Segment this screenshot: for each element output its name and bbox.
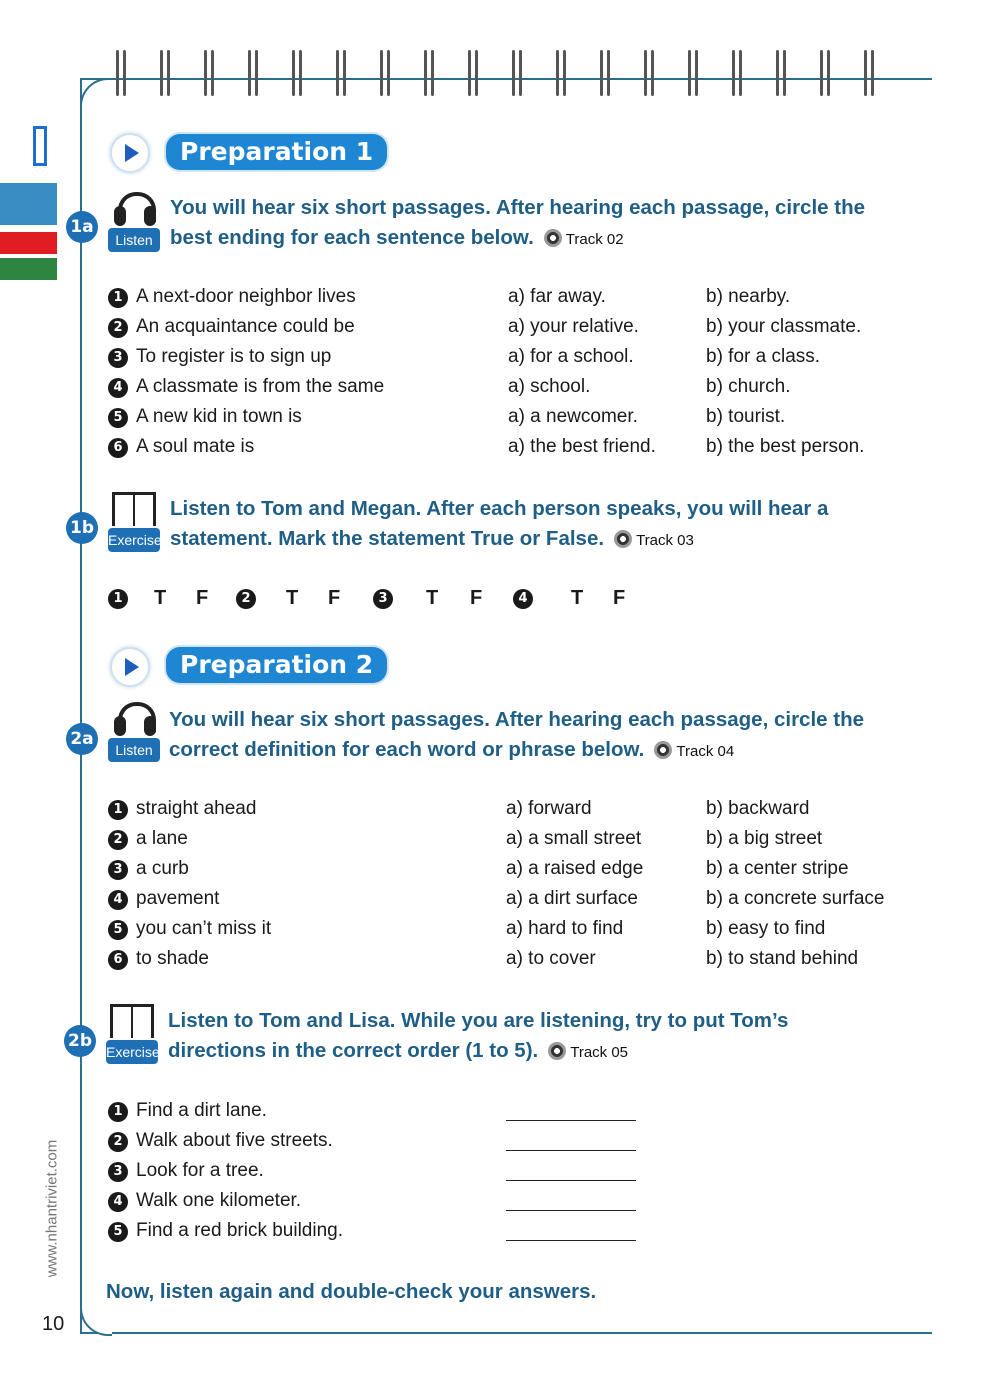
list-item bbox=[108, 1096, 267, 1126]
option-b[interactable]: b) the best person. bbox=[706, 436, 865, 457]
item-number: 6 bbox=[108, 438, 128, 458]
option-b[interactable]: b) a center stripe bbox=[706, 858, 849, 879]
spiral-binding bbox=[110, 50, 900, 96]
item-number: 4 bbox=[108, 1192, 128, 1212]
instruction-line: You will hear six short passages. After hearing each passage, circle the bbox=[170, 196, 865, 219]
track-text: Track 04 bbox=[676, 743, 735, 760]
instruction-line bbox=[170, 524, 930, 556]
option-b[interactable]: b) for a class. bbox=[706, 346, 821, 367]
exercise-badge-2a: 2a bbox=[66, 723, 98, 755]
instruction-text: best ending for each sentence below. bbox=[170, 226, 534, 249]
list-item bbox=[108, 402, 302, 432]
spiral-ring bbox=[116, 50, 128, 96]
page-number: 10 bbox=[42, 1313, 65, 1335]
list-item bbox=[108, 1156, 264, 1186]
list-item bbox=[108, 1216, 343, 1246]
item-number: 5 bbox=[108, 920, 128, 940]
answer-blank[interactable] bbox=[506, 1240, 636, 1241]
listen-icon bbox=[108, 700, 160, 762]
headphones-icon bbox=[112, 700, 156, 738]
exercise-icon bbox=[106, 1002, 158, 1064]
item-text: To register is to sign up bbox=[136, 346, 332, 367]
item-text: pavement bbox=[136, 888, 220, 909]
spiral-ring bbox=[512, 50, 524, 96]
track-label bbox=[544, 225, 624, 255]
book-icon bbox=[112, 492, 156, 526]
notebook-frame-corner bbox=[80, 78, 112, 110]
list-item bbox=[108, 794, 256, 824]
listen-icon bbox=[108, 190, 160, 252]
item-number: 1 bbox=[108, 288, 128, 308]
spiral-ring bbox=[468, 50, 480, 96]
item-text: Walk about five streets. bbox=[136, 1130, 333, 1151]
list-item bbox=[108, 372, 384, 402]
track-text: Track 03 bbox=[636, 532, 694, 549]
option-a[interactable]: a) your relative. bbox=[508, 316, 639, 337]
false-option[interactable]: F bbox=[196, 587, 209, 609]
track-text: Track 02 bbox=[565, 231, 624, 248]
item-number: 1 bbox=[108, 800, 128, 820]
instruction-1b bbox=[170, 494, 930, 556]
item-text: straight ahead bbox=[136, 798, 257, 819]
cd-icon bbox=[654, 741, 672, 759]
cd-icon bbox=[614, 530, 632, 548]
section-title-prep1: Preparation 1 bbox=[166, 134, 387, 170]
track-text: Track 05 bbox=[570, 1044, 629, 1061]
spiral-ring bbox=[556, 50, 568, 96]
list-item bbox=[108, 884, 219, 914]
option-b[interactable]: b) a concrete surface bbox=[706, 888, 885, 909]
item-number: 3 bbox=[108, 860, 128, 880]
cd-icon bbox=[548, 1042, 566, 1060]
option-a[interactable]: a) the best friend. bbox=[508, 436, 656, 457]
option-b[interactable]: b) church. bbox=[706, 376, 791, 397]
item-text: Find a red brick building. bbox=[136, 1220, 343, 1241]
spiral-ring bbox=[644, 50, 656, 96]
instruction-text: directions in the correct order (1 to 5). bbox=[168, 1039, 539, 1062]
item-text: Find a dirt lane. bbox=[136, 1100, 267, 1121]
option-a[interactable]: a) a dirt surface bbox=[506, 888, 638, 909]
item-text: A next-door neighbor lives bbox=[136, 286, 356, 307]
spiral-ring bbox=[380, 50, 392, 96]
list-item bbox=[108, 824, 188, 854]
option-a[interactable]: a) a raised edge bbox=[506, 858, 644, 879]
item-text: a lane bbox=[136, 828, 188, 849]
cd-icon bbox=[544, 229, 562, 247]
list-item bbox=[108, 312, 355, 342]
true-false-row bbox=[108, 587, 668, 613]
list-item bbox=[108, 342, 331, 372]
side-tab-blue bbox=[0, 183, 57, 225]
true-option[interactable]: T bbox=[154, 587, 167, 609]
option-a[interactable]: a) far away. bbox=[508, 286, 606, 307]
item-text: a curb bbox=[136, 858, 189, 879]
item-text: to shade bbox=[136, 948, 209, 969]
item-text: A soul mate is bbox=[136, 436, 255, 457]
instruction-line bbox=[170, 223, 930, 255]
option-b[interactable]: b) nearby. bbox=[706, 286, 791, 307]
play-icon bbox=[110, 647, 150, 687]
item-number: 5 bbox=[108, 408, 128, 428]
instruction-line bbox=[169, 735, 929, 767]
spiral-ring bbox=[688, 50, 700, 96]
icon-label: Exercise bbox=[108, 528, 160, 552]
book-icon bbox=[110, 1004, 154, 1038]
instruction-line: You will hear six short passages. After hearing each passage, circle the bbox=[169, 708, 864, 731]
item-text: Walk one kilometer. bbox=[136, 1190, 302, 1211]
track-label bbox=[614, 526, 694, 556]
option-b[interactable]: b) easy to find bbox=[706, 918, 826, 939]
item-number: 3 bbox=[108, 1162, 128, 1182]
item-number: 2 bbox=[108, 830, 128, 850]
spiral-ring bbox=[600, 50, 612, 96]
spiral-ring bbox=[248, 50, 260, 96]
item-text: Look for a tree. bbox=[136, 1160, 264, 1181]
false-option[interactable]: F bbox=[328, 587, 341, 609]
instruction-line: Listen to Tom and Megan. After each person speaks, you will hear a bbox=[170, 497, 829, 520]
item-text: A classmate is from the same bbox=[136, 376, 385, 397]
track-label bbox=[654, 737, 734, 767]
list-item bbox=[108, 944, 209, 974]
side-tab-red bbox=[0, 232, 57, 254]
option-a[interactable]: a) for a school. bbox=[508, 346, 634, 367]
false-option[interactable]: F bbox=[470, 587, 483, 609]
section-title-prep2: Preparation 2 bbox=[166, 647, 387, 683]
list-item bbox=[108, 854, 189, 884]
item-number: 2 bbox=[108, 318, 128, 338]
exercise-badge-1a: 1a bbox=[66, 211, 98, 243]
option-b[interactable]: b) a big street bbox=[706, 828, 823, 849]
answer-blank[interactable] bbox=[506, 1150, 636, 1151]
item-number: 5 bbox=[108, 1222, 128, 1242]
list-item bbox=[108, 1186, 301, 1216]
item-text: you can’t miss it bbox=[136, 918, 272, 939]
icon-label: Listen bbox=[108, 738, 160, 762]
answer-blank[interactable] bbox=[506, 1120, 636, 1121]
item-number: 2 bbox=[108, 1132, 128, 1152]
instruction-1a bbox=[170, 193, 930, 255]
item-number: 6 bbox=[108, 950, 128, 970]
false-option[interactable]: F bbox=[613, 587, 626, 609]
spiral-ring bbox=[336, 50, 348, 96]
instruction-2a bbox=[169, 705, 929, 767]
list-item bbox=[108, 432, 254, 462]
spiral-ring bbox=[776, 50, 788, 96]
item-number: 4 bbox=[108, 378, 128, 398]
item-number: 2 bbox=[236, 589, 256, 609]
option-a[interactable]: a) to cover bbox=[506, 948, 596, 969]
exercise-badge-2b: 2b bbox=[64, 1025, 96, 1057]
spiral-ring bbox=[732, 50, 744, 96]
instruction-line: Listen to Tom and Lisa. While you are listening, try to put Tom’s bbox=[168, 1009, 789, 1032]
headphones-icon bbox=[112, 190, 156, 228]
exercise-badge-1b: 1b bbox=[66, 512, 98, 544]
item-number: 1 bbox=[108, 589, 128, 609]
option-b[interactable]: b) to stand behind bbox=[706, 948, 859, 969]
track-label bbox=[548, 1038, 628, 1068]
item-number: 1 bbox=[108, 1102, 128, 1122]
option-a[interactable]: a) forward bbox=[506, 798, 592, 819]
spiral-ring bbox=[204, 50, 216, 96]
item-number: 3 bbox=[373, 589, 393, 609]
spiral-ring bbox=[424, 50, 436, 96]
true-option[interactable]: T bbox=[286, 587, 299, 609]
spiral-ring bbox=[160, 50, 172, 96]
notebook-frame-bottom bbox=[80, 1332, 932, 1334]
option-a[interactable]: a) a small street bbox=[506, 828, 642, 849]
answer-blank[interactable] bbox=[506, 1180, 636, 1181]
list-item bbox=[108, 914, 271, 944]
option-a[interactable]: a) hard to find bbox=[506, 918, 624, 939]
list-item bbox=[108, 282, 356, 312]
option-a[interactable]: a) school. bbox=[508, 376, 591, 397]
item-number: 4 bbox=[108, 890, 128, 910]
option-b[interactable]: b) backward bbox=[706, 798, 810, 819]
play-icon bbox=[110, 133, 150, 173]
instruction-text: correct definition for each word or phrase below. bbox=[169, 738, 645, 761]
answer-blank[interactable] bbox=[506, 1210, 636, 1211]
option-b[interactable]: b) tourist. bbox=[706, 406, 786, 427]
item-text: An acquaintance could be bbox=[136, 316, 355, 337]
true-option[interactable]: T bbox=[571, 587, 584, 609]
option-b[interactable]: b) your classmate. bbox=[706, 316, 862, 337]
icon-label: Exercise bbox=[106, 1040, 158, 1064]
website-watermark: www.nhantriviet.com bbox=[43, 1139, 61, 1278]
spiral-ring bbox=[864, 50, 876, 96]
list-item bbox=[108, 1126, 333, 1156]
exercise-icon bbox=[108, 490, 160, 552]
notebook-frame-left bbox=[80, 78, 82, 1332]
side-tab-green bbox=[0, 258, 57, 280]
spiral-ring bbox=[820, 50, 832, 96]
true-option[interactable]: T bbox=[426, 587, 439, 609]
spiral-ring bbox=[292, 50, 304, 96]
closing-instruction: Now, listen again and double-check your answers. bbox=[106, 1280, 597, 1303]
option-a[interactable]: a) a newcomer. bbox=[508, 406, 638, 427]
instruction-text: statement. Mark the statement True or False. bbox=[170, 527, 605, 550]
item-text: A new kid in town is bbox=[136, 406, 302, 427]
chapter-marker bbox=[33, 126, 47, 166]
icon-label: Listen bbox=[108, 228, 160, 252]
item-number: 3 bbox=[108, 348, 128, 368]
item-number: 4 bbox=[513, 589, 533, 609]
instruction-line bbox=[168, 1036, 928, 1068]
instruction-2b bbox=[168, 1006, 928, 1068]
